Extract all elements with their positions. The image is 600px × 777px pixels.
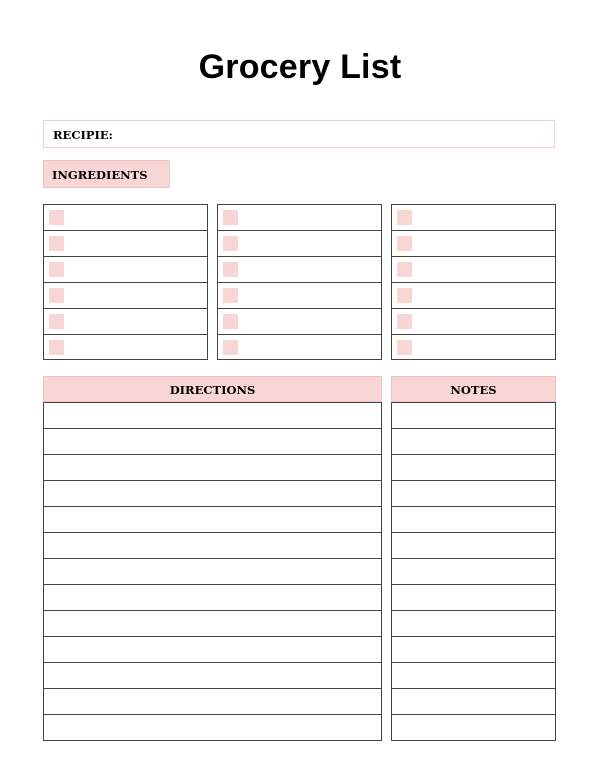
note-line[interactable]: [392, 403, 555, 429]
checkbox[interactable]: [397, 236, 412, 251]
ingredient-row[interactable]: [44, 231, 207, 257]
note-line[interactable]: [392, 481, 555, 507]
note-line[interactable]: [392, 663, 555, 689]
note-line[interactable]: [392, 715, 555, 741]
notes-header: [391, 376, 556, 402]
checkbox[interactable]: [223, 314, 238, 329]
direction-line[interactable]: [44, 663, 381, 689]
direction-line[interactable]: [44, 715, 381, 741]
notes-lines: [391, 402, 556, 741]
ingredient-row[interactable]: [392, 231, 555, 257]
checkbox[interactable]: [49, 262, 64, 277]
ingredient-row[interactable]: [44, 257, 207, 283]
note-line[interactable]: [392, 689, 555, 715]
note-line[interactable]: [392, 533, 555, 559]
checkbox[interactable]: [49, 340, 64, 355]
direction-line[interactable]: [44, 507, 381, 533]
checkbox[interactable]: [49, 236, 64, 251]
page-title: Grocery List: [198, 48, 402, 86]
note-line[interactable]: [392, 559, 555, 585]
note-line[interactable]: [392, 507, 555, 533]
checkbox[interactable]: [397, 210, 412, 225]
checkbox[interactable]: [49, 210, 64, 225]
direction-line[interactable]: [44, 611, 381, 637]
directions-header: [43, 376, 382, 402]
checkbox[interactable]: [397, 262, 412, 277]
directions-lines: [43, 402, 382, 741]
ingredient-row[interactable]: [44, 205, 207, 231]
ingredient-row[interactable]: [44, 309, 207, 335]
directions-label: DIRECTIONS: [169, 383, 256, 397]
recipe-label: RECIPIE:: [53, 128, 113, 142]
direction-line[interactable]: [44, 455, 381, 481]
direction-line[interactable]: [44, 403, 381, 429]
ingredients-column-3: [391, 204, 556, 360]
direction-line[interactable]: [44, 559, 381, 585]
direction-line[interactable]: [44, 637, 381, 663]
note-line[interactable]: [392, 611, 555, 637]
checkbox[interactable]: [397, 314, 412, 329]
checkbox[interactable]: [397, 288, 412, 303]
direction-line[interactable]: [44, 533, 381, 559]
ingredients-column-1: [43, 204, 208, 360]
checkbox[interactable]: [223, 210, 238, 225]
checkbox[interactable]: [397, 340, 412, 355]
ingredient-row[interactable]: [218, 231, 381, 257]
direction-line[interactable]: [44, 481, 381, 507]
checkbox[interactable]: [49, 288, 64, 303]
notes-label: NOTES: [450, 383, 497, 397]
ingredient-row[interactable]: [392, 257, 555, 283]
ingredient-row[interactable]: [218, 257, 381, 283]
ingredient-row[interactable]: [44, 283, 207, 309]
ingredient-row[interactable]: [392, 309, 555, 335]
ingredient-row[interactable]: [392, 205, 555, 231]
ingredient-row[interactable]: [44, 335, 207, 361]
ingredient-row[interactable]: [218, 283, 381, 309]
checkbox[interactable]: [223, 340, 238, 355]
ingredients-label: INGREDIENTS: [52, 168, 148, 182]
checkbox[interactable]: [49, 314, 64, 329]
note-line[interactable]: [392, 429, 555, 455]
checkbox[interactable]: [223, 288, 238, 303]
ingredients-column-2: [217, 204, 382, 360]
ingredient-row[interactable]: [218, 309, 381, 335]
direction-line[interactable]: [44, 429, 381, 455]
direction-line[interactable]: [44, 585, 381, 611]
checkbox[interactable]: [223, 236, 238, 251]
note-line[interactable]: [392, 455, 555, 481]
checkbox[interactable]: [223, 262, 238, 277]
direction-line[interactable]: [44, 689, 381, 715]
ingredient-row[interactable]: [218, 335, 381, 361]
recipe-field[interactable]: [43, 120, 555, 148]
note-line[interactable]: [392, 585, 555, 611]
ingredient-row[interactable]: [392, 283, 555, 309]
ingredient-row[interactable]: [392, 335, 555, 361]
ingredient-row[interactable]: [218, 205, 381, 231]
ingredients-header: [43, 160, 170, 188]
note-line[interactable]: [392, 637, 555, 663]
